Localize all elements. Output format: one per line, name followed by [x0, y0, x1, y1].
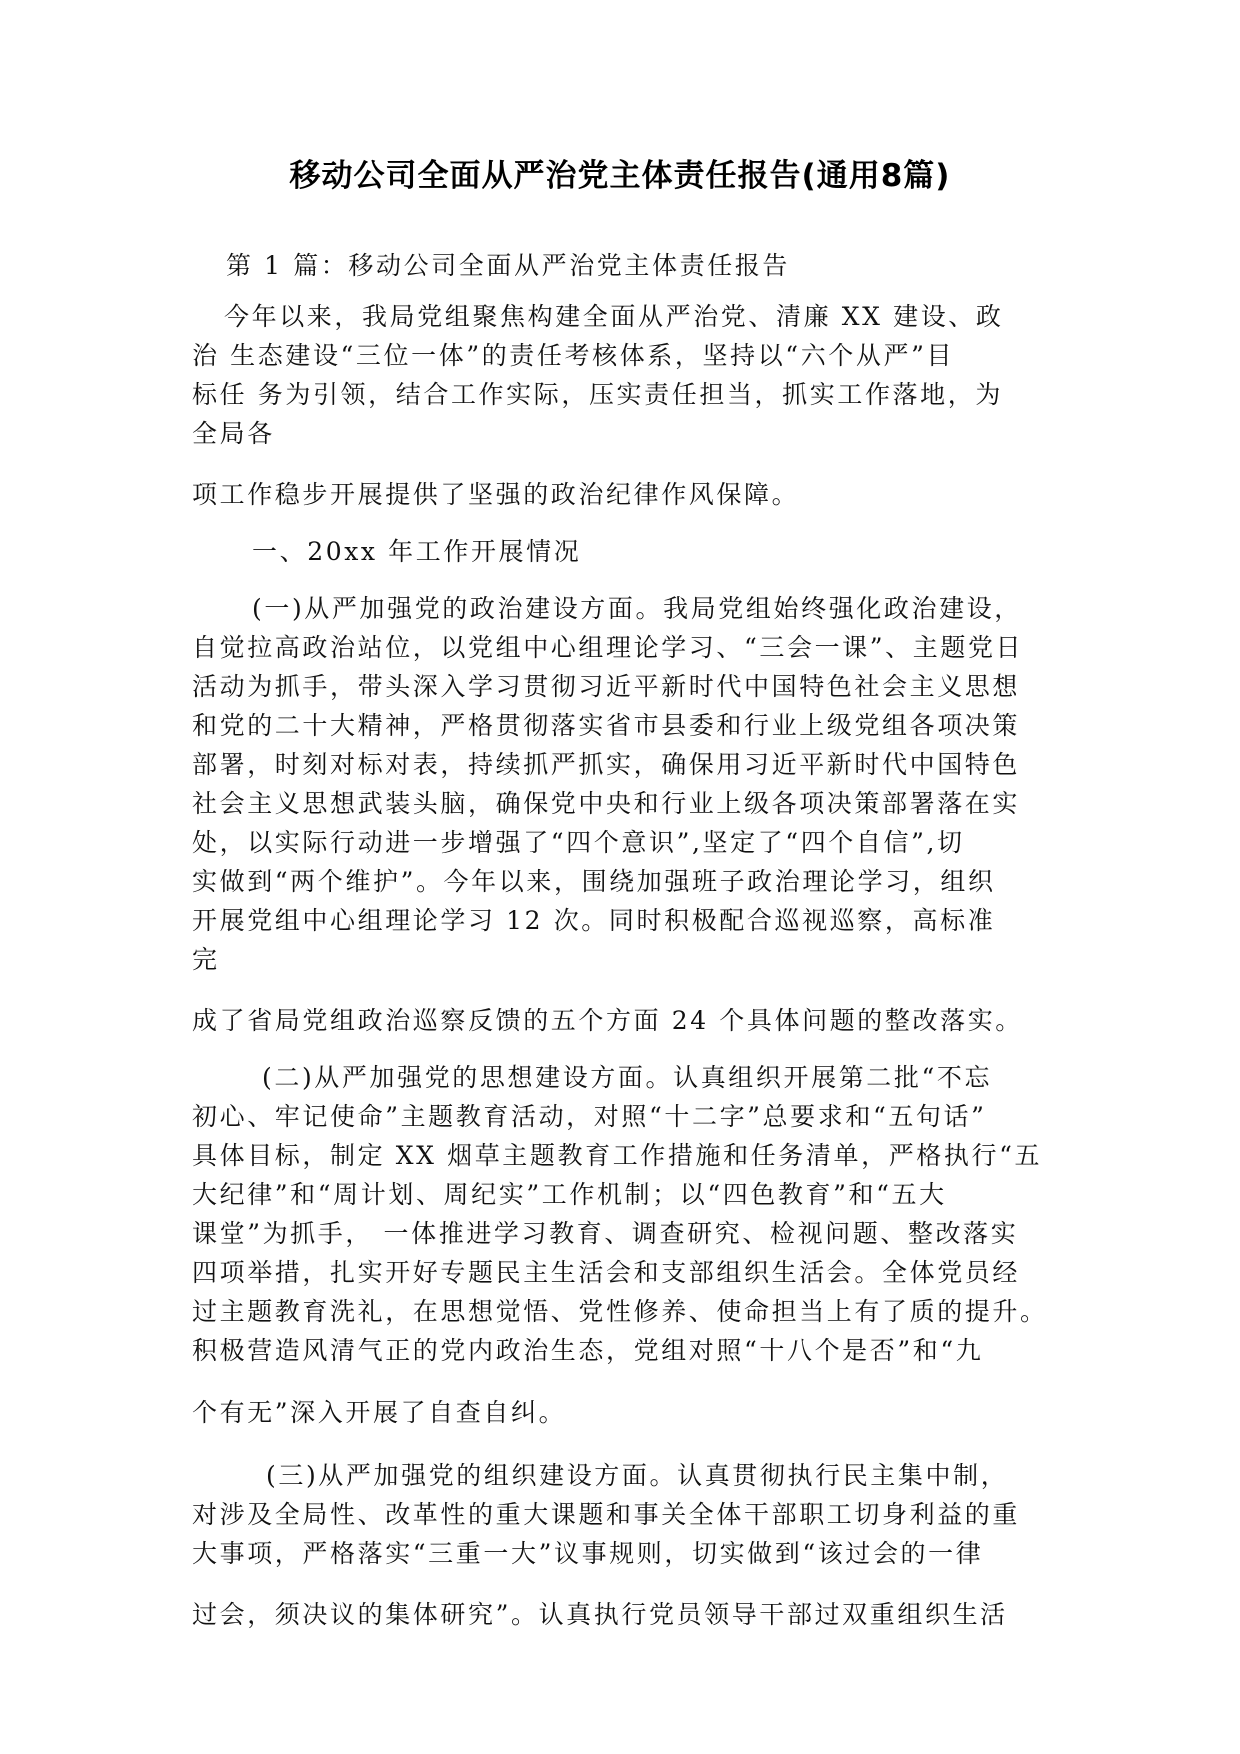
paragraph-line: 今年以来，我局党组聚焦构建全面从严治党、清廉 XX 建设、政	[224, 302, 1004, 331]
paragraph-line: 四项举措，扎实开好专题民主生活会和支部组织生活会。全体党员经	[192, 1258, 1021, 1287]
paragraph-line: (二)从严加强党的思想建设方面。认真组织开展第二批“不忘	[262, 1063, 993, 1092]
paragraph-line: 初心、牢记使命”主题教育活动，对照“十二字”总要求和“五句话”	[192, 1102, 987, 1131]
paragraph-line: 过会，须决议的集体研究”。认真执行党员领导干部过双重组织生活	[192, 1600, 1008, 1629]
paragraph-line: (一)从严加强党的政治建设方面。我局党组始终强化政治建设，	[252, 594, 1022, 623]
paragraph-line: 标任 务为引领，结合工作实际，压实责任担当，抓实工作落地，为	[192, 380, 1003, 409]
paragraph-line: 处，以实际行动进一步增强了“四个意识”,坚定了“四个自信”,切	[192, 828, 965, 857]
paragraph-line: 开展党组中心组理论学习 12 次。同时积极配合巡视巡察，高标准	[192, 906, 996, 935]
document-title: 移动公司全面从严治党主体责任报告(通用8篇)	[289, 158, 951, 194]
paragraph-line: 对涉及全局性、改革性的重大课题和事关全体干部职工切身利益的重	[192, 1500, 1021, 1529]
paragraph-line: 和党的二十大精神，严格贯彻落实省市县委和行业上级党组各项决策	[192, 711, 1021, 740]
section-heading: 第 1 篇：移动公司全面从严治党主体责任报告	[226, 251, 791, 280]
paragraph-line: 个有无”深入开展了自查自纠。	[192, 1398, 567, 1427]
paragraph-line: 课堂”为抓手， 一体推进学习教育、调查研究、检视问题、整改落实	[192, 1219, 1019, 1248]
paragraph-line: 活动为抓手，带头深入学习贯彻习近平新时代中国特色社会主义思想	[192, 672, 1021, 701]
paragraph-line: 全局各	[192, 419, 275, 448]
paragraph-line: 自觉拉高政治站位，以党组中心组理论学习、“三会一课”、主题党日	[192, 633, 1024, 662]
paragraph-line: 治 生态建设“三位一体”的责任考核体系，坚持以“六个从严”目	[192, 341, 955, 370]
paragraph-line: 积极营造风清气正的党内政治生态，党组对照“十八个是否”和“九	[192, 1336, 984, 1365]
paragraph-line: (三)从严加强党的组织建设方面。认真贯彻执行民主集中制，	[266, 1461, 1009, 1490]
paragraph-line: 实做到“两个维护”。今年以来，围绕加强班子政治理论学习，组织	[192, 867, 996, 896]
paragraph-line: 项工作稳步开展提供了坚强的政治纪律作风保障。	[192, 480, 800, 509]
paragraph-line: 过主题教育洗礼，在思想觉悟、党性修养、使命担当上有了质的提升。	[192, 1297, 1048, 1326]
paragraph-line: 部署，时刻对标对表，持续抓严抓实，确保用习近平新时代中国特色	[192, 750, 1021, 779]
paragraph-line: 大事项，严格落实“三重一大”议事规则，切实做到“该过会的一律	[192, 1539, 984, 1568]
paragraph-line: 社会主义思想武装头脑，确保党中央和行业上级各项决策部署落在实	[192, 789, 1021, 818]
paragraph-line: 成了省局党组政治巡察反馈的五个方面 24 个具体问题的整改落实。	[192, 1006, 1023, 1035]
paragraph-line: 具体目标，制定 XX 烟草主题教育工作措施和任务清单，严格执行“五	[192, 1141, 1043, 1170]
section-heading: 一、20xx 年工作开展情况	[252, 537, 582, 566]
paragraph-line: 大纪律”和“周计划、周纪实”工作机制；以“四色教育”和“五大	[192, 1180, 947, 1209]
paragraph-line: 完	[192, 945, 220, 974]
